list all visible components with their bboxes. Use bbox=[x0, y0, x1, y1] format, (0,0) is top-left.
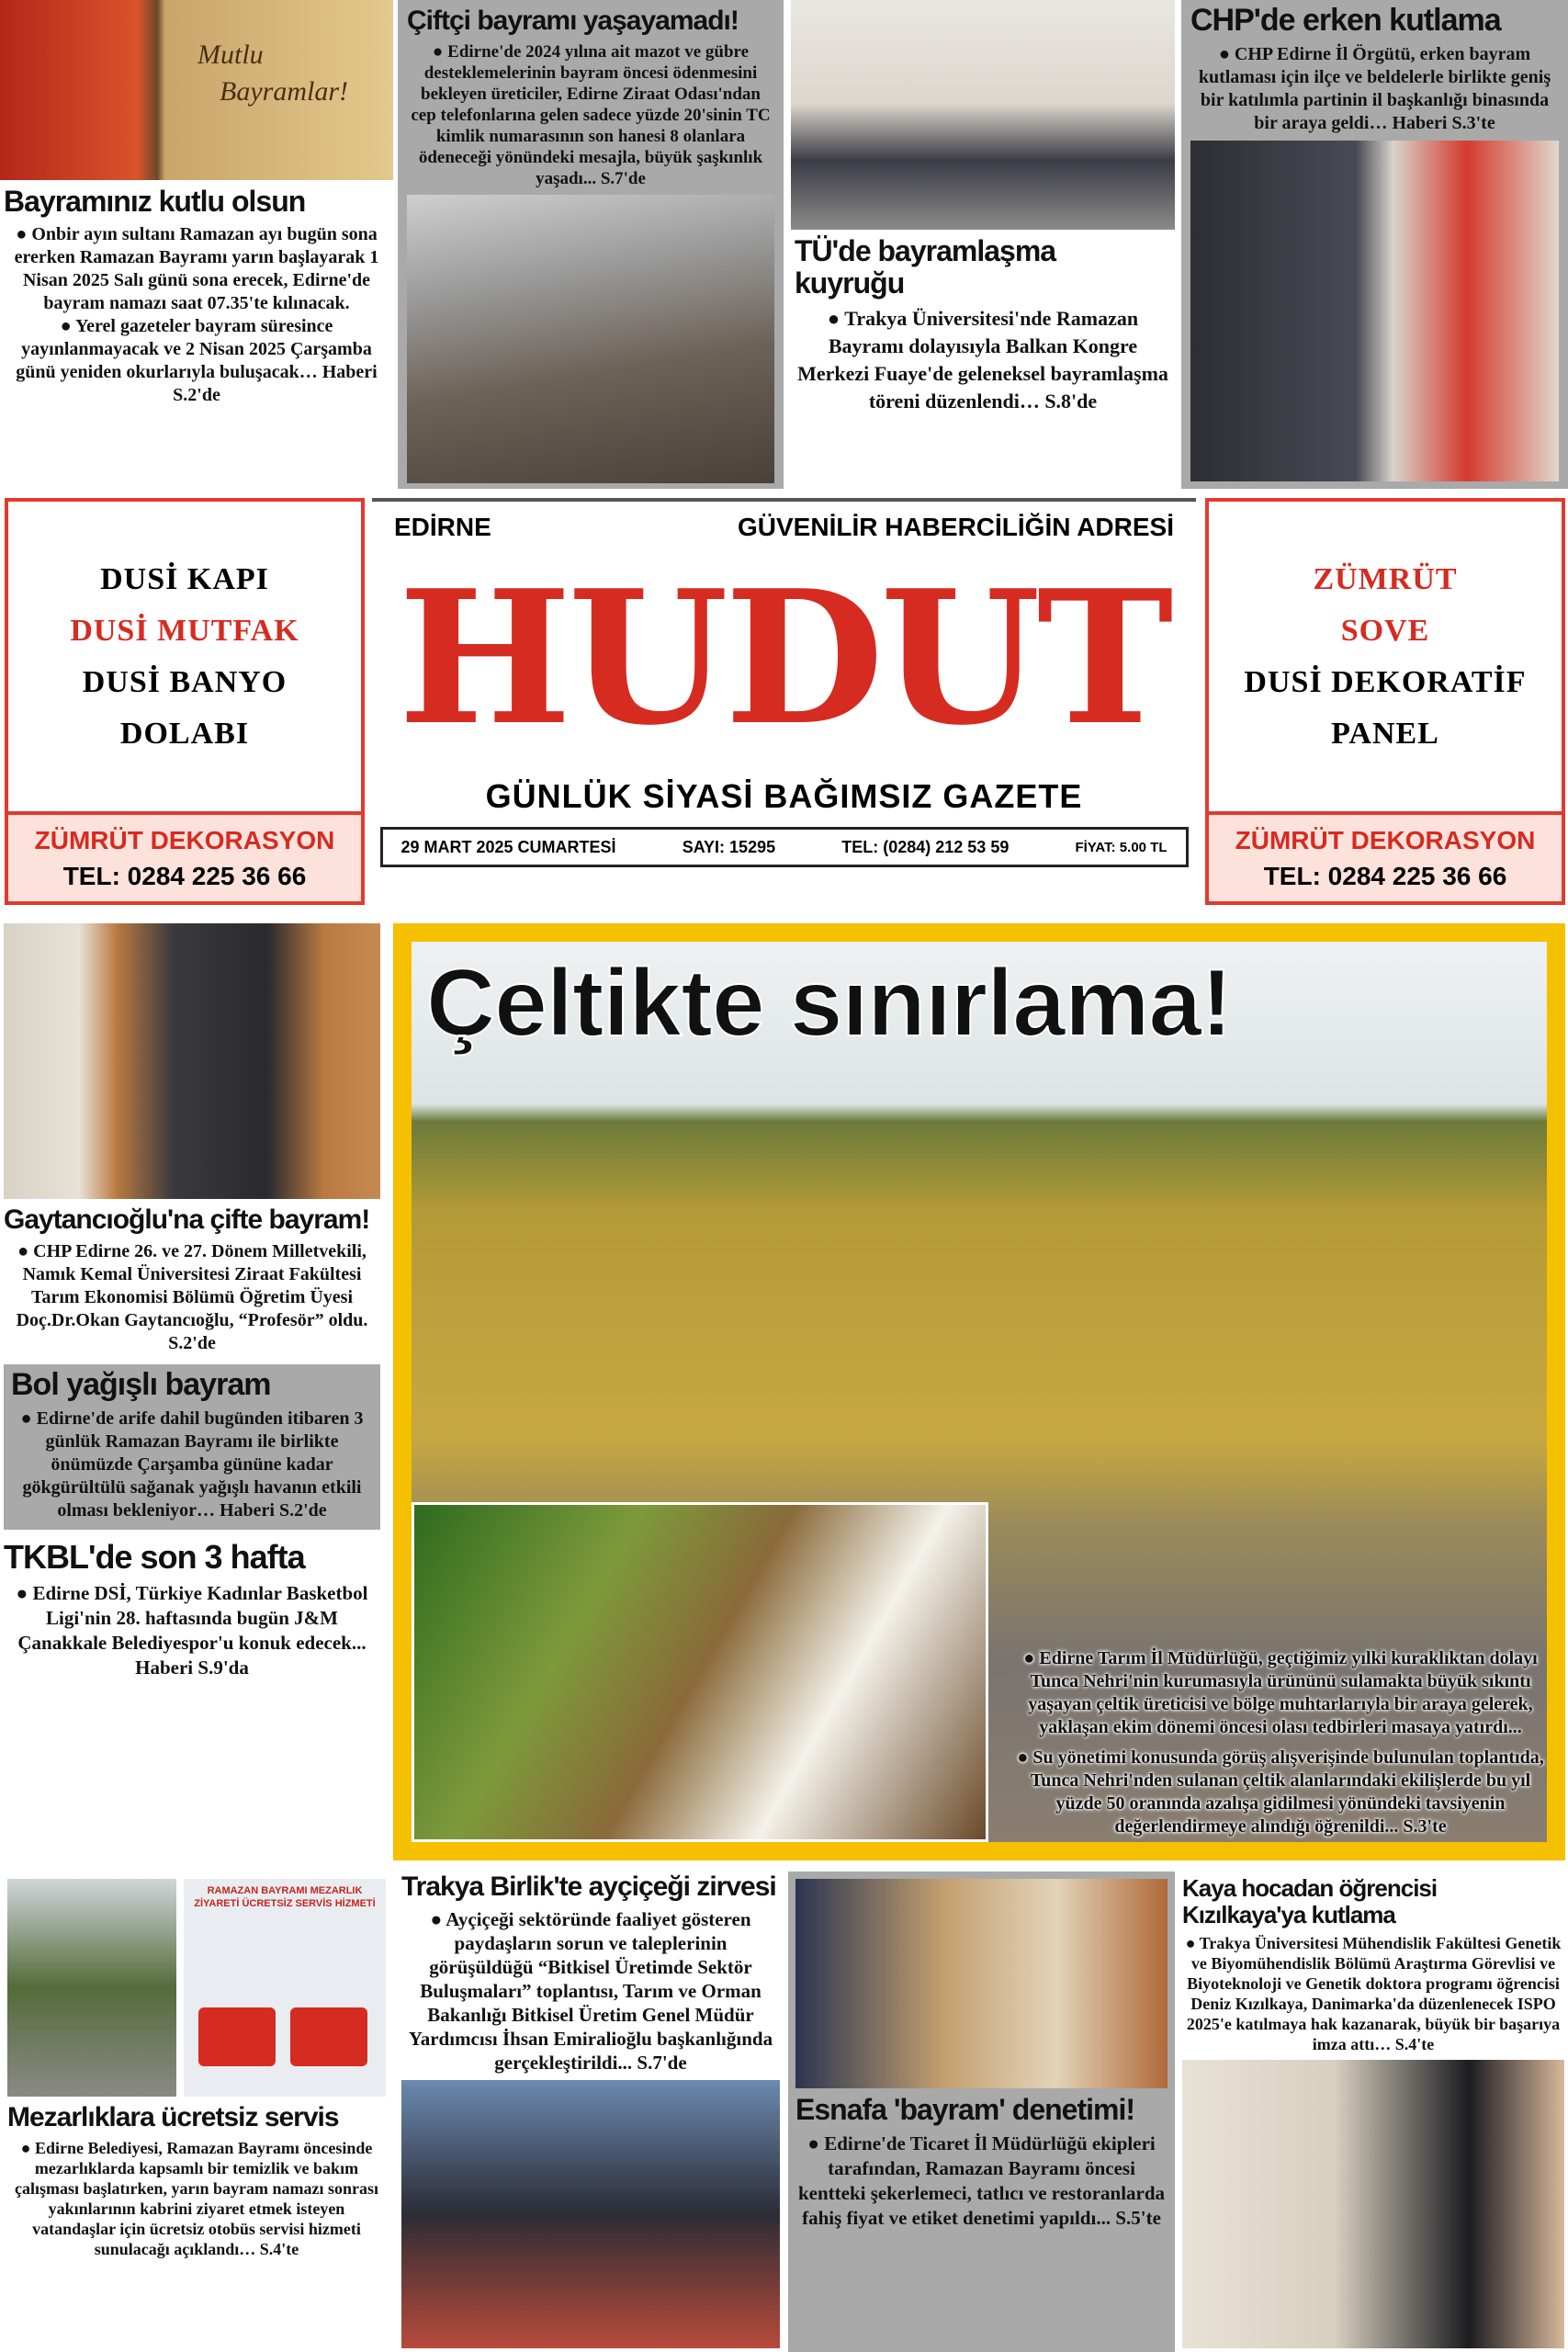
story-tkbl[interactable] bbox=[0, 1539, 384, 1680]
story-chp[interactable] bbox=[1181, 0, 1568, 489]
ad-phone: TEL: 0284 225 36 66 bbox=[62, 862, 307, 890]
main-story[interactable] bbox=[393, 923, 1565, 1860]
masthead-slogan: GÜVENİLİR HABERCİLİĞİN ADRESİ bbox=[738, 513, 1174, 541]
poster-title: RAMAZAN BAYRAMI MEZARLIK ZİYARETİ ÜCRETSİZ SERVİS HİZMETİ bbox=[194, 1885, 376, 1909]
masthead-logo: HUDUT bbox=[398, 550, 1170, 766]
paragraph: ● Edirne'de 2024 yılına ait mazot ve gübre desteklemelerinin bayram öncesi ödenmesini bekleyen üreticiler, Edirne Ziraat Odası'ndan cep telefonlarına gelen sadece yüzde 20'sinin TC kimlik numarasının son hanesi 8 olanlara ödeneceği yönündeki mesajla, büyük şaşkınlık yaşadı... S.7'de bbox=[407, 41, 774, 189]
masthead bbox=[372, 498, 1196, 907]
bus-icon bbox=[290, 2007, 367, 2066]
ad-phone: TEL: 0284 225 36 66 bbox=[1263, 862, 1507, 890]
headline: Esnafa 'bayram' denetimi! bbox=[795, 2093, 1135, 2126]
headline: Trakya Birlik'te ayçiçeği zirvesi bbox=[401, 1871, 776, 1902]
ad-dusi-left[interactable] bbox=[5, 498, 365, 905]
story-bayram[interactable] bbox=[0, 0, 393, 489]
story-trakya-birlik[interactable] bbox=[398, 1871, 784, 2352]
headline: TÜ'de bayramlaşma kuyruğu bbox=[795, 234, 1056, 300]
headline: CHP'de erken kutlama bbox=[1190, 3, 1501, 38]
tractor-field-photo bbox=[407, 195, 774, 483]
portrait-photo bbox=[4, 923, 380, 1199]
story-tu[interactable] bbox=[791, 0, 1175, 489]
issue-date: 29 MART 2025 CUMARTESİ bbox=[400, 837, 616, 856]
story-kizilkaya[interactable] bbox=[1179, 1871, 1568, 2352]
story-gaytancioglu[interactable] bbox=[0, 923, 384, 1355]
ad-line: ZÜMRÜT bbox=[1313, 561, 1458, 596]
left-column bbox=[0, 923, 384, 1860]
ad-line: SOVE bbox=[1340, 613, 1430, 648]
paragraph: ● Edirne Tarım İl Müdürlüğü, geçtiğimiz yılki kuraklıktan dolayı Tunca Nehri'nin kurumasıyla ürününü sulamakta büyük sıkıntı yaşayan çeltik üreticisi ve bölge muhtarlarıyla bir araya gelerek, yaklaşan ekim dönemi öncesi olası tedbirleri masaya yatırdı... bbox=[1014, 1647, 1547, 1739]
story-mezarlik[interactable] bbox=[0, 1871, 393, 2352]
bus-icon bbox=[198, 2007, 276, 2066]
story-yagis[interactable] bbox=[4, 1364, 380, 1530]
chp-photo bbox=[1190, 141, 1559, 481]
paragraph: ● CHP Edirne 26. ve 27. Dönem Milletvekili, Namık Kemal Üniversitesi Ziraat Fakültesi Tarım Ekonomisi Bölümü Öğretim Üyesi Doç.Dr.Okan Gaytancıoğlu, “Profesör” oldu. S.2'de bbox=[0, 1240, 384, 1355]
paragraph: ● Trakya Üniversitesi Mühendislik Fakültesi Genetik ve Biyomühendislik Bölümü Araştırma Görevlisi ve Biyoteknoloji ve Genetik doktora programı öğrencisi Deniz Kızılkaya, Danimarka'da düzenlenecek ISPO 2025'e katılmaya hak kazanarak, büyük bir başarıya imza attı… S.4'te bbox=[1182, 1933, 1564, 2054]
card-text: Mutlu bbox=[197, 40, 264, 70]
rice-grains-photo bbox=[412, 1502, 988, 1842]
paragraph: ● CHP Edirne İl Örgütü, erken bayram kutlaması için ilçe ve beldelerle birlikte geniş bir katılımla partinin il başkanlığı binasında bir araya geldi… Haberi S.3'te bbox=[1190, 43, 1559, 135]
headline: Mezarlıklara ücretsiz servis bbox=[7, 2102, 339, 2132]
ad-line: DOLABI bbox=[119, 716, 250, 751]
ad-line: DUSİ KAPI bbox=[100, 561, 269, 596]
ad-brand: ZÜMRÜT DEKORASYON bbox=[1235, 826, 1536, 854]
paragraph: ● Onbir ayın sultanı Ramazan ayı bugün sona ererken Ramazan Bayramı yarın başlayarak 1 Nisan 2025 Salı günü sona erecek, Edirne'de bayram namazı saat 07.35'te kılınacak. bbox=[6, 223, 388, 315]
headline: Çiftçi bayramı yaşayamadı! bbox=[407, 6, 739, 36]
paragraph: ● Trakya Üniversitesi'nde Ramazan Bayramı dolayısıyla Balkan Kongre Merkezi Fuaye'de geleneksel bayramlaşma töreni düzenlendi… S.8'de bbox=[791, 305, 1175, 415]
paragraph: ● Yerel gazeteler bayram süresince yayınlanmayacak ve 2 Nisan 2025 Çarşamba günü yeniden okurlarıyla buluşacak… Haberi S.2'de bbox=[6, 315, 388, 407]
ad-brand: ZÜMRÜT DEKORASYON bbox=[34, 826, 335, 854]
headline: Kaya hocadan öğrencisi Kızılkaya'ya kutlama bbox=[1182, 1874, 1438, 1928]
masthead-phone: TEL: (0284) 212 53 59 bbox=[841, 837, 1010, 856]
headline: Bol yağışlı bayram bbox=[11, 1367, 271, 1402]
bus-poster bbox=[184, 1879, 386, 2097]
paragraph: ● Edirne'de Ticaret İl Müdürlüğü ekipleri tarafından, Ramazan Bayramı öncesi kentteki şekerlemeci, tatlıcı ve restoranlarda fahiş fiyat ve etiket denetimi yapıldı... S.5'te bbox=[795, 2132, 1168, 2231]
paragraph: ● Edirne'de arife dahil bugünden itibaren 3 günlük Ramazan Bayramı ile birlikte önümüzde Çarşamba gününe kadar gökgürültülü sağanak yağışlı havanın etkili olması bekleniyor… Haberi S.2'de bbox=[11, 1408, 373, 1522]
ad-dusi-right[interactable] bbox=[1205, 498, 1565, 905]
masthead-price: FİYAT: 5.00 TL bbox=[1075, 839, 1168, 855]
masthead-subtitle: GÜNLÜK SİYASİ BAĞIMSIZ GAZETE bbox=[485, 777, 1083, 815]
headline: TKBL'de son 3 hafta bbox=[4, 1538, 305, 1577]
story-esnaf[interactable] bbox=[788, 1871, 1175, 2352]
ceremony-photo bbox=[791, 0, 1175, 230]
main-headline: Çeltikte sınırlama! bbox=[426, 950, 1232, 1057]
headline: Gaytancıoğlu'na çifte bayram! bbox=[4, 1204, 370, 1235]
story-ciftci[interactable] bbox=[398, 0, 784, 489]
bayram-card-image bbox=[0, 0, 393, 180]
researcher-photo bbox=[1182, 2060, 1564, 2348]
meeting-photo bbox=[401, 2080, 780, 2348]
headline: Bayramınız kutlu olsun bbox=[4, 185, 306, 218]
masthead-city: EDİRNE bbox=[394, 513, 491, 541]
ad-line: PANEL bbox=[1331, 716, 1439, 751]
paragraph: ● Edirne Belediyesi, Ramazan Bayramı öncesinde mezarlıklarda kapsamlı bir temizlik ve bakım çalışması başlatırken, yarın bayram namazı sonrası yakınlarının kabrini ziyaret etmek isteyen vatandaşlar için ücretsiz otobüs servisi hizmeti sunulacağı açıklandı… S.4'te bbox=[0, 2138, 393, 2259]
card-text: Bayramlar! bbox=[220, 76, 348, 107]
issue-number: SAYI: 15295 bbox=[682, 837, 776, 856]
paragraph: ● Edirne DSİ, Türkiye Kadınlar Basketbol Ligi'nin 28. haftasında bugün J&M Çanakkale Belediyespor'u konuk edecek... Haberi S.9'da bbox=[0, 1581, 384, 1680]
inspection-photo bbox=[795, 1879, 1168, 2088]
paragraph: ● Su yönetimi konusunda görüş alışverişinde bulunulan toplantıda, Tunca Nehri'nden sulanan çeltik alanlarındaki ekilişlerde bu yıl yüzde 50 oranında azalışa gidilmesi yönündeki tavsiyenin değerlendirmeye alındığı öğrenildi... S.3'te bbox=[1014, 1747, 1547, 1838]
paragraph: ● Ayçiçeği sektöründe faaliyet gösteren paydaşların sorun ve taleplerinin görüşüldüğü “Bitkisel Üretimde Sektör Buluşmaları” toplantısı, Tarım ve Orman Bakanlığı Bitkisel Üretim Genel Müdür Yardımcısı İhsan Emiralioğlu başkanlığında gerçekleştirildi... S.7'de bbox=[401, 1907, 780, 2075]
ad-line: DUSİ BANYO bbox=[82, 664, 288, 699]
ad-line: DUSİ MUTFAK bbox=[70, 613, 299, 648]
ad-line: DUSİ DEKORATİF bbox=[1244, 664, 1527, 699]
cemetery-photo bbox=[7, 1879, 176, 2097]
